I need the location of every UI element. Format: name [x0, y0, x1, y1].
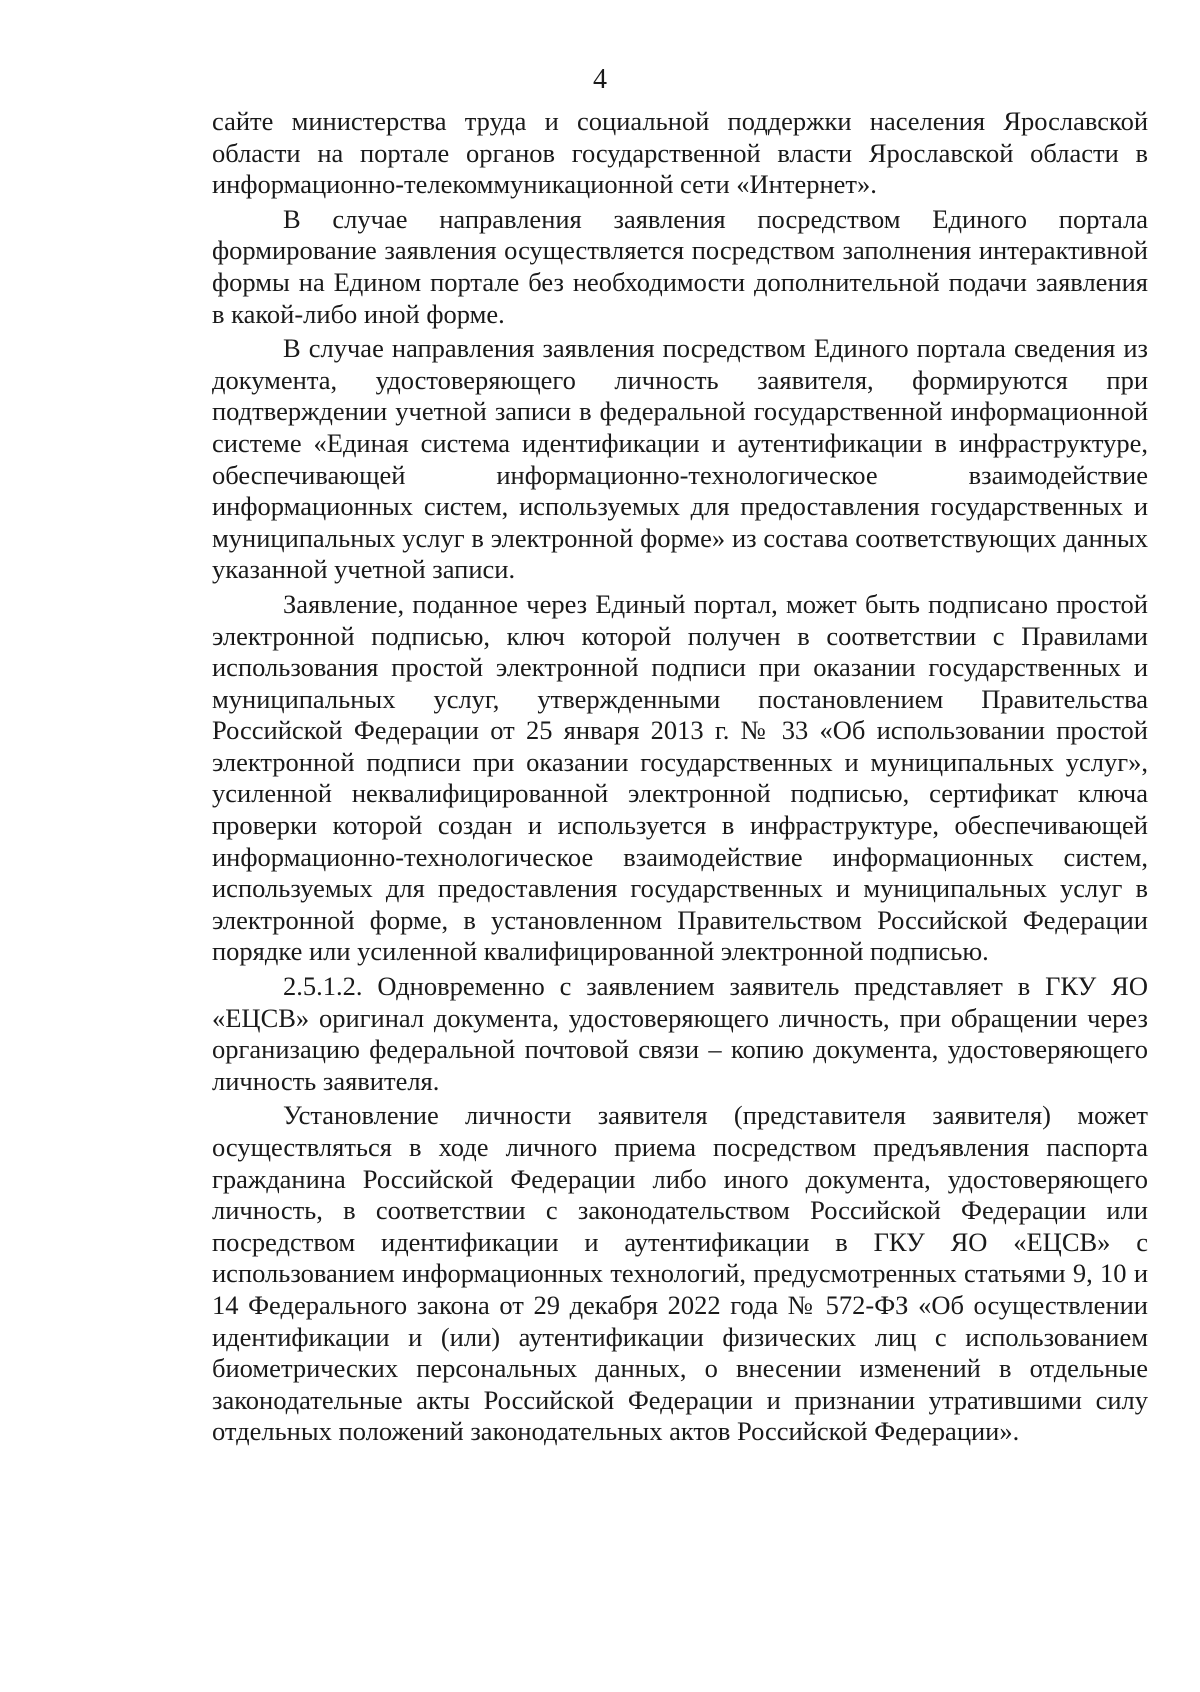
paragraph-6: Установление личности заявителя (представителя заявителя) может осуществляться в ходе личного приема посредством предъявления паспорта гражданина Российской Федерации либо иного документа, удостоверяющего личность, в соответствии с законодательством Российской Федерации или посредством идентификации и аутентификации в ГКУ ЯО «ЕЦСВ» с использованием информационных технологий, предусмотренных статьями 9, 10 и 14 Федерального закона от 29 декабря 2022 года № 572-ФЗ «Об осуществлении идентификации и (или) аутентификации физических лиц с использованием биометрических персональных данных, о внесении изменений в отдельные законодательные акты Российской Федерации и признании утратившими силу отдельных положений законодательных актов Российской Федерации».	[212, 1100, 1148, 1447]
paragraph-1: сайте министерства труда и социальной поддержки населения Ярославской области на портале органов государственной власти Ярославской области в информационно-телекоммуникационной сети «Интернет».	[212, 106, 1148, 200]
document-body	[212, 106, 1148, 1451]
paragraph-4: Заявление, поданное через Единый портал, может быть подписано простой электронной подписью, ключ которой получен в соответствии с Правилами использования простой электронной подписи при оказании государственных и муниципальных услуг, утвержденными постановлением Правительства Российской Федерации от 25 января 2013 г. № 33 «Об использовании простой электронной подписи при оказании государственных и муниципальных услуг», усиленной неквалифицированной электронной подписью, сертификат ключа проверки которой создан и используется в инфраструктуре, обеспечивающей информационно-технологическое взаимодействие информационных систем, используемых для предоставления государственных и муниципальных услуг в электронной форме, в установленном Правительством Российской Федерации порядке или усиленной квалифицированной электронной подписью.	[212, 588, 1148, 967]
paragraph-2: В случае направления заявления посредством Единого портала формирование заявления осуществляется посредством заполнения интерактивной формы на Едином портале без необходимости дополнительной подачи заявления в какой-либо иной форме.	[212, 203, 1148, 329]
page-number: 4	[593, 64, 607, 95]
paragraph-3: В случае направления заявления посредством Единого портала сведения из документа, удостоверяющего личность заявителя, формируются при подтверждении учетной записи в федеральной государственной информационной системе «Единая система идентификации и аутентификации в инфраструктуре, обеспечивающей информационно-технологическое взаимодействие информационных систем, используемых для предоставления государственных и муниципальных услуг в электронной форме» из состава соответствующих данных указанной учетной записи.	[212, 333, 1148, 585]
paragraph-5: 2.5.1.2. Одновременно с заявлением заявитель представляет в ГКУ ЯО «ЕЦСВ» оригинал документа, удостоверяющего личность, при обращении через организацию федеральной почтовой связи – копию документа, удостоверяющего личность заявителя.	[212, 971, 1148, 1096]
